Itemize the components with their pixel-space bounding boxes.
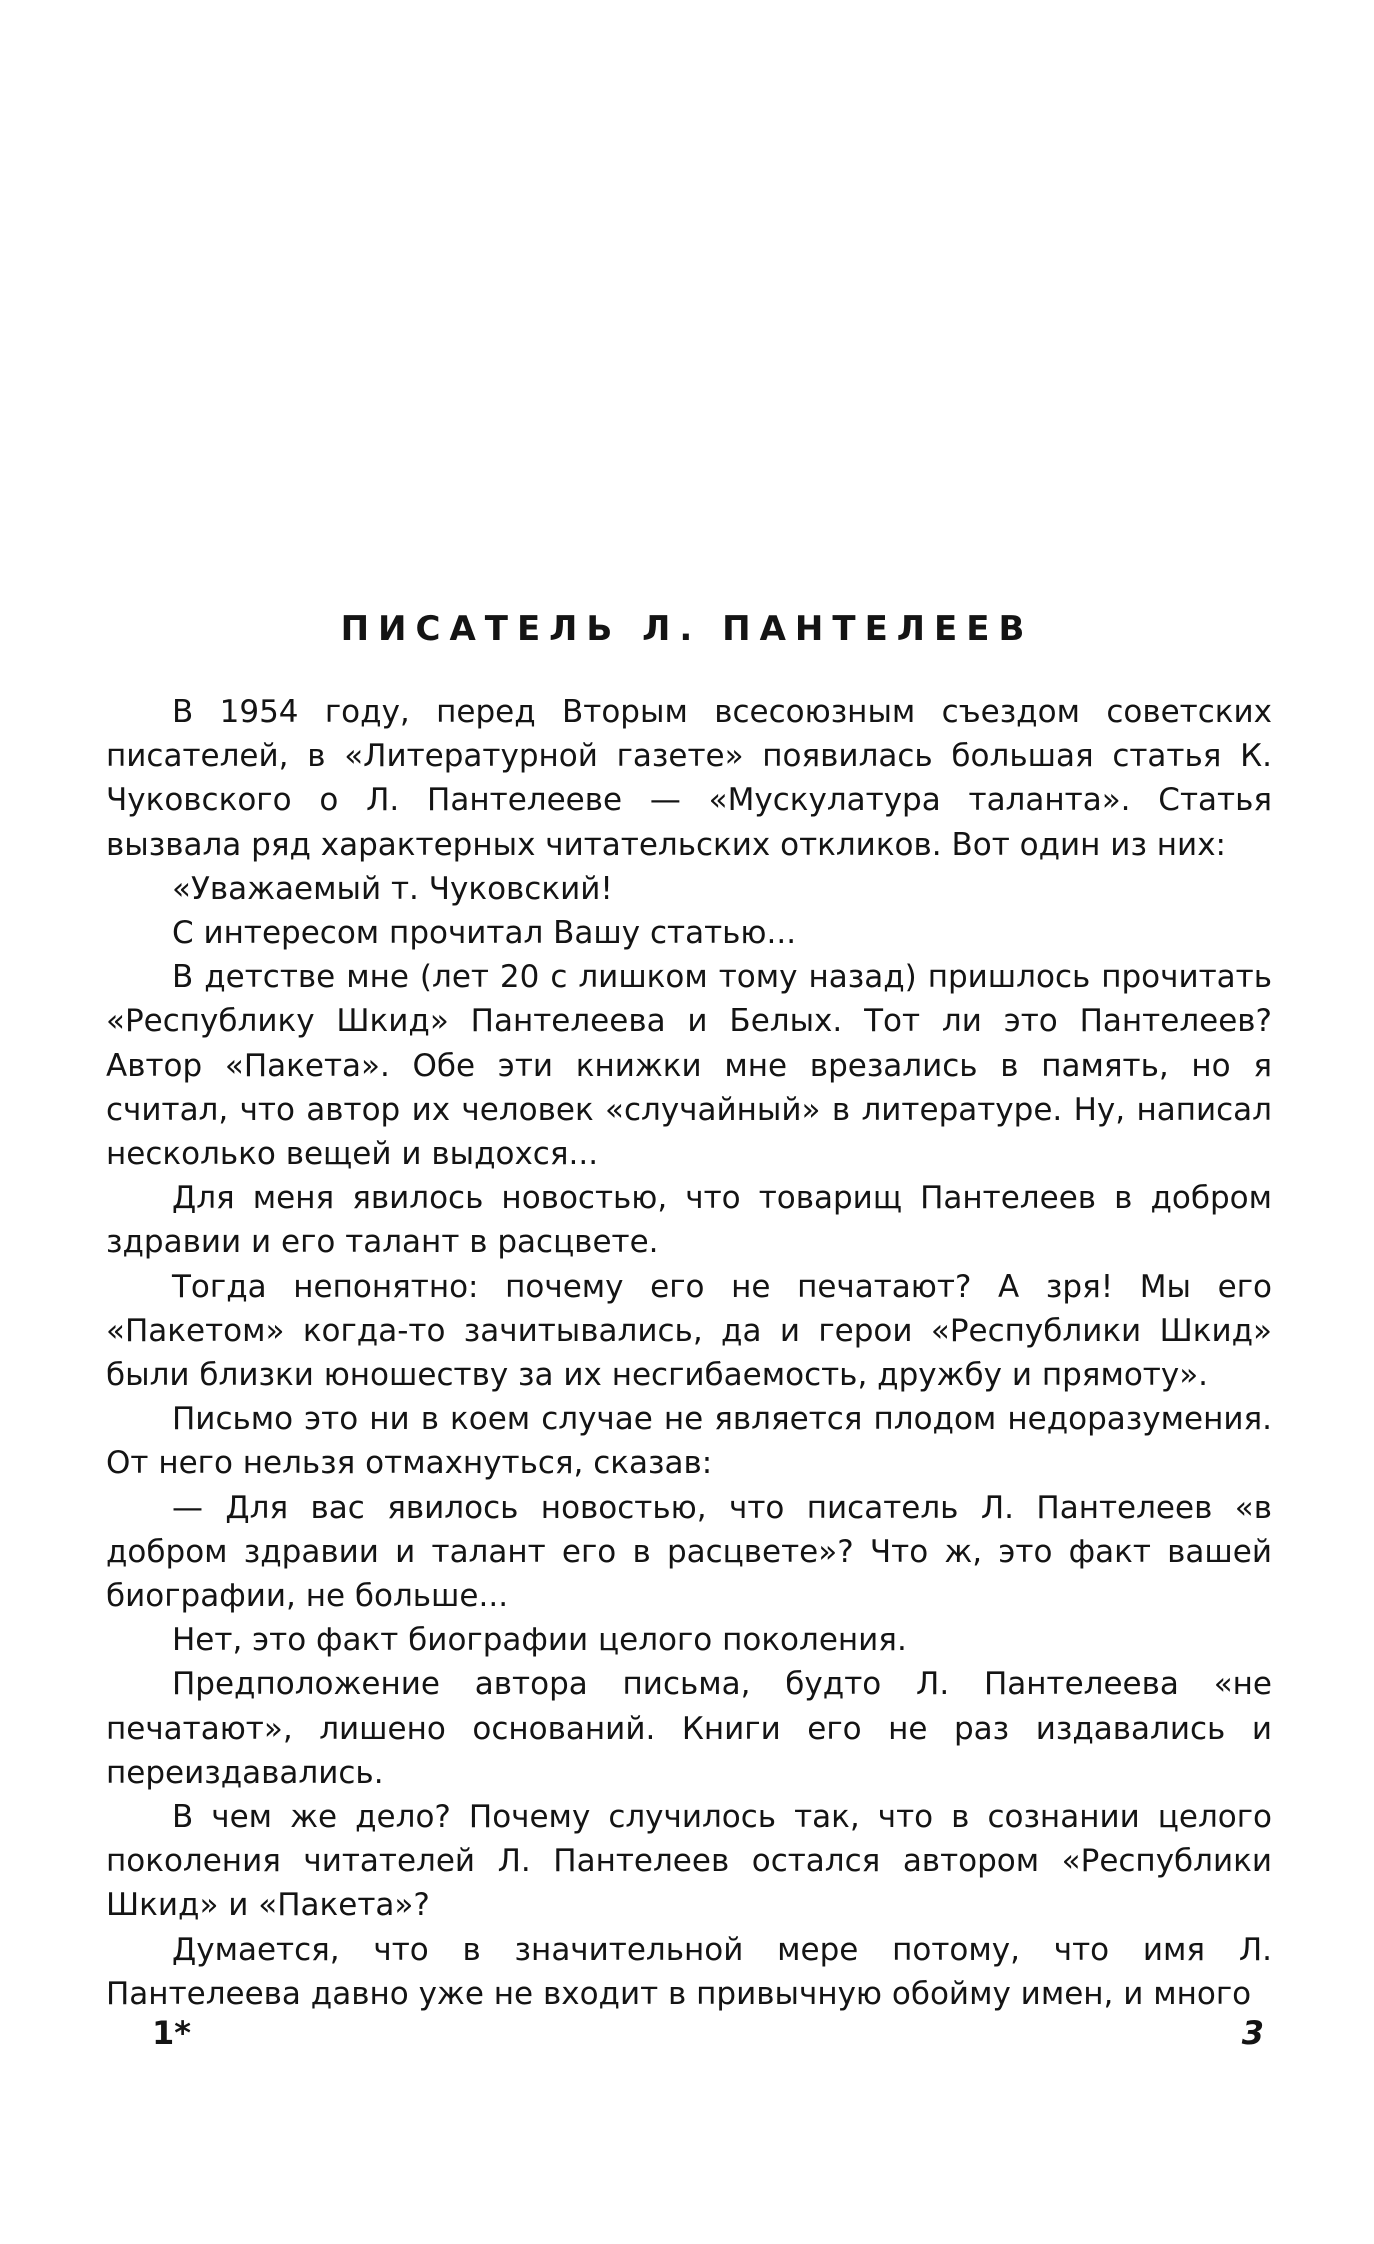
paragraph: Письмо это ни в коем случае не является плодом недоразумения. От него нельзя отмахнуться, сказав: bbox=[106, 1401, 1272, 1482]
paragraph: В детстве мне (лет 20 с лишком тому назад) пришлось прочитать «Республику Шкид» Пантелеева и Белых. Тот ли это Пантелеев? Автор «Пакета». Обе эти книжки мне врезались в память, но я считал, что автор их человек «случайный» в литературе. Ну, написал несколько вещей и выдохся... bbox=[106, 959, 1272, 1173]
paragraph: Тогда непонятно: почему его не печатают? А зря! Мы его «Пакетом» когда-то зачитывались, да и герои «Республики Шкид» были близки юношеству за их несгибаемость, дружбу и прямоту». bbox=[106, 1268, 1272, 1394]
paragraph: В чем же дело? Почему случилось так, что в сознании целого поколения читателей Л. Пантелеев остался автором «Республики Шкид» и «Пакета»? bbox=[106, 1799, 1272, 1924]
paragraph: — Для вас явилось новостью, что писатель Л. Пантелеев «в добром здравии и талант его в расцвете»? Что ж, это факт вашей биографии, не больше... bbox=[106, 1489, 1272, 1615]
page-footer bbox=[152, 2010, 1264, 2056]
printer-signature-mark: 1* bbox=[152, 2014, 191, 2052]
paragraph: С интересом прочитал Вашу статью... bbox=[172, 915, 797, 952]
page-number: 3 bbox=[1241, 2014, 1264, 2052]
paragraph: Предположение автора письма, будто Л. Пантелеева «не печатают», лишено оснований. Книги его не раз издавались и переиздавались. bbox=[106, 1666, 1272, 1791]
chapter-title: ПИСАТЕЛЬ Л. ПАНТЕЛЕЕВ bbox=[340, 609, 1034, 649]
paragraph: Для меня явилось новостью, что товарищ Пантелеев в добром здравии и его талант в расцвете. bbox=[106, 1180, 1272, 1261]
paragraph: Нет, это факт биографии целого поколения. bbox=[172, 1622, 907, 1659]
body-text bbox=[106, 690, 1272, 2016]
paragraph: Думается, что в значительной мере потому, что имя Л. Пантелеева давно уже не входит в привычную обойму имен, и много bbox=[106, 1931, 1272, 2012]
paragraph: В 1954 году, перед Вторым всесоюзным съездом советских писателей, в «Литературной газете» появилась большая статья К. Чуковского о Л. Пантелееве — «Мускулатура таланта». Статья вызвала ряд характерных читательских откликов. Вот один из них: bbox=[106, 694, 1272, 863]
paragraph: «Уважаемый т. Чуковский! bbox=[172, 870, 613, 907]
